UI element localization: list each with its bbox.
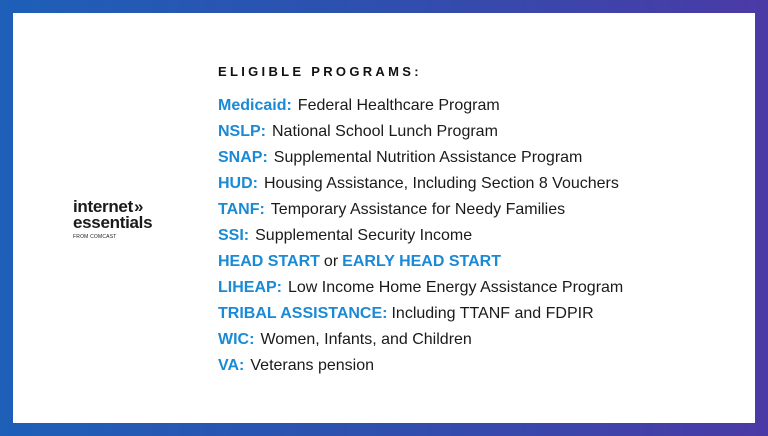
program-abbr: TRIBAL ASSISTANCE: [218,305,388,322]
program-head-start [218,251,623,277]
program-desc: Women, Infants, and Children [260,331,472,348]
program-desc: Supplemental Security Income [255,227,473,244]
program-desc: Low Income Home Energy Assistance Program [288,279,624,296]
programs-list [218,95,623,381]
logo-word-essentials: essentials [73,213,153,232]
program-desc: Housing Assistance, Including Section 8 Vouchers [264,175,619,192]
logo-subtitle: FROM COMCAST [73,234,117,240]
program-abbr: HUD: [218,175,258,192]
double-chevron-icon: » [133,197,144,216]
program-nslp [218,121,623,147]
program-abbr: NSLP: [218,123,266,140]
section-heading: ELIGIBLE PROGRAMS: [218,64,422,79]
program-hud [218,173,623,199]
program-va [218,355,623,381]
program-abbr: WIC: [218,331,255,348]
program-abbr: TANF: [218,201,265,218]
program-abbr: SNAP: [218,149,268,166]
program-abbr-secondary: EARLY HEAD START [342,253,501,270]
program-joiner: or [323,253,339,270]
program-desc: National School Lunch Program [272,123,498,140]
program-abbr: Medicaid: [218,97,292,114]
program-desc: Veterans pension [250,357,375,374]
program-abbr: VA: [218,357,245,374]
program-desc: Including TTANF and FDPIR [391,305,594,322]
logo-word-internet: internet [73,197,133,216]
program-snap [218,147,623,173]
program-liheap [218,277,623,303]
program-desc: Federal Healthcare Program [297,97,500,114]
program-desc: Supplemental Nutrition Assistance Program [273,149,583,166]
program-tanf [218,199,623,225]
program-abbr: LIHEAP: [218,279,282,296]
program-abbr: HEAD START [218,253,320,270]
program-medicaid [218,95,623,121]
internet-essentials-logo [73,199,193,240]
program-ssi [218,225,623,251]
program-desc: Temporary Assistance for Needy Families [270,201,566,218]
program-tribal-assistance [218,303,623,329]
program-wic [218,329,623,355]
program-abbr: SSI: [218,227,250,244]
